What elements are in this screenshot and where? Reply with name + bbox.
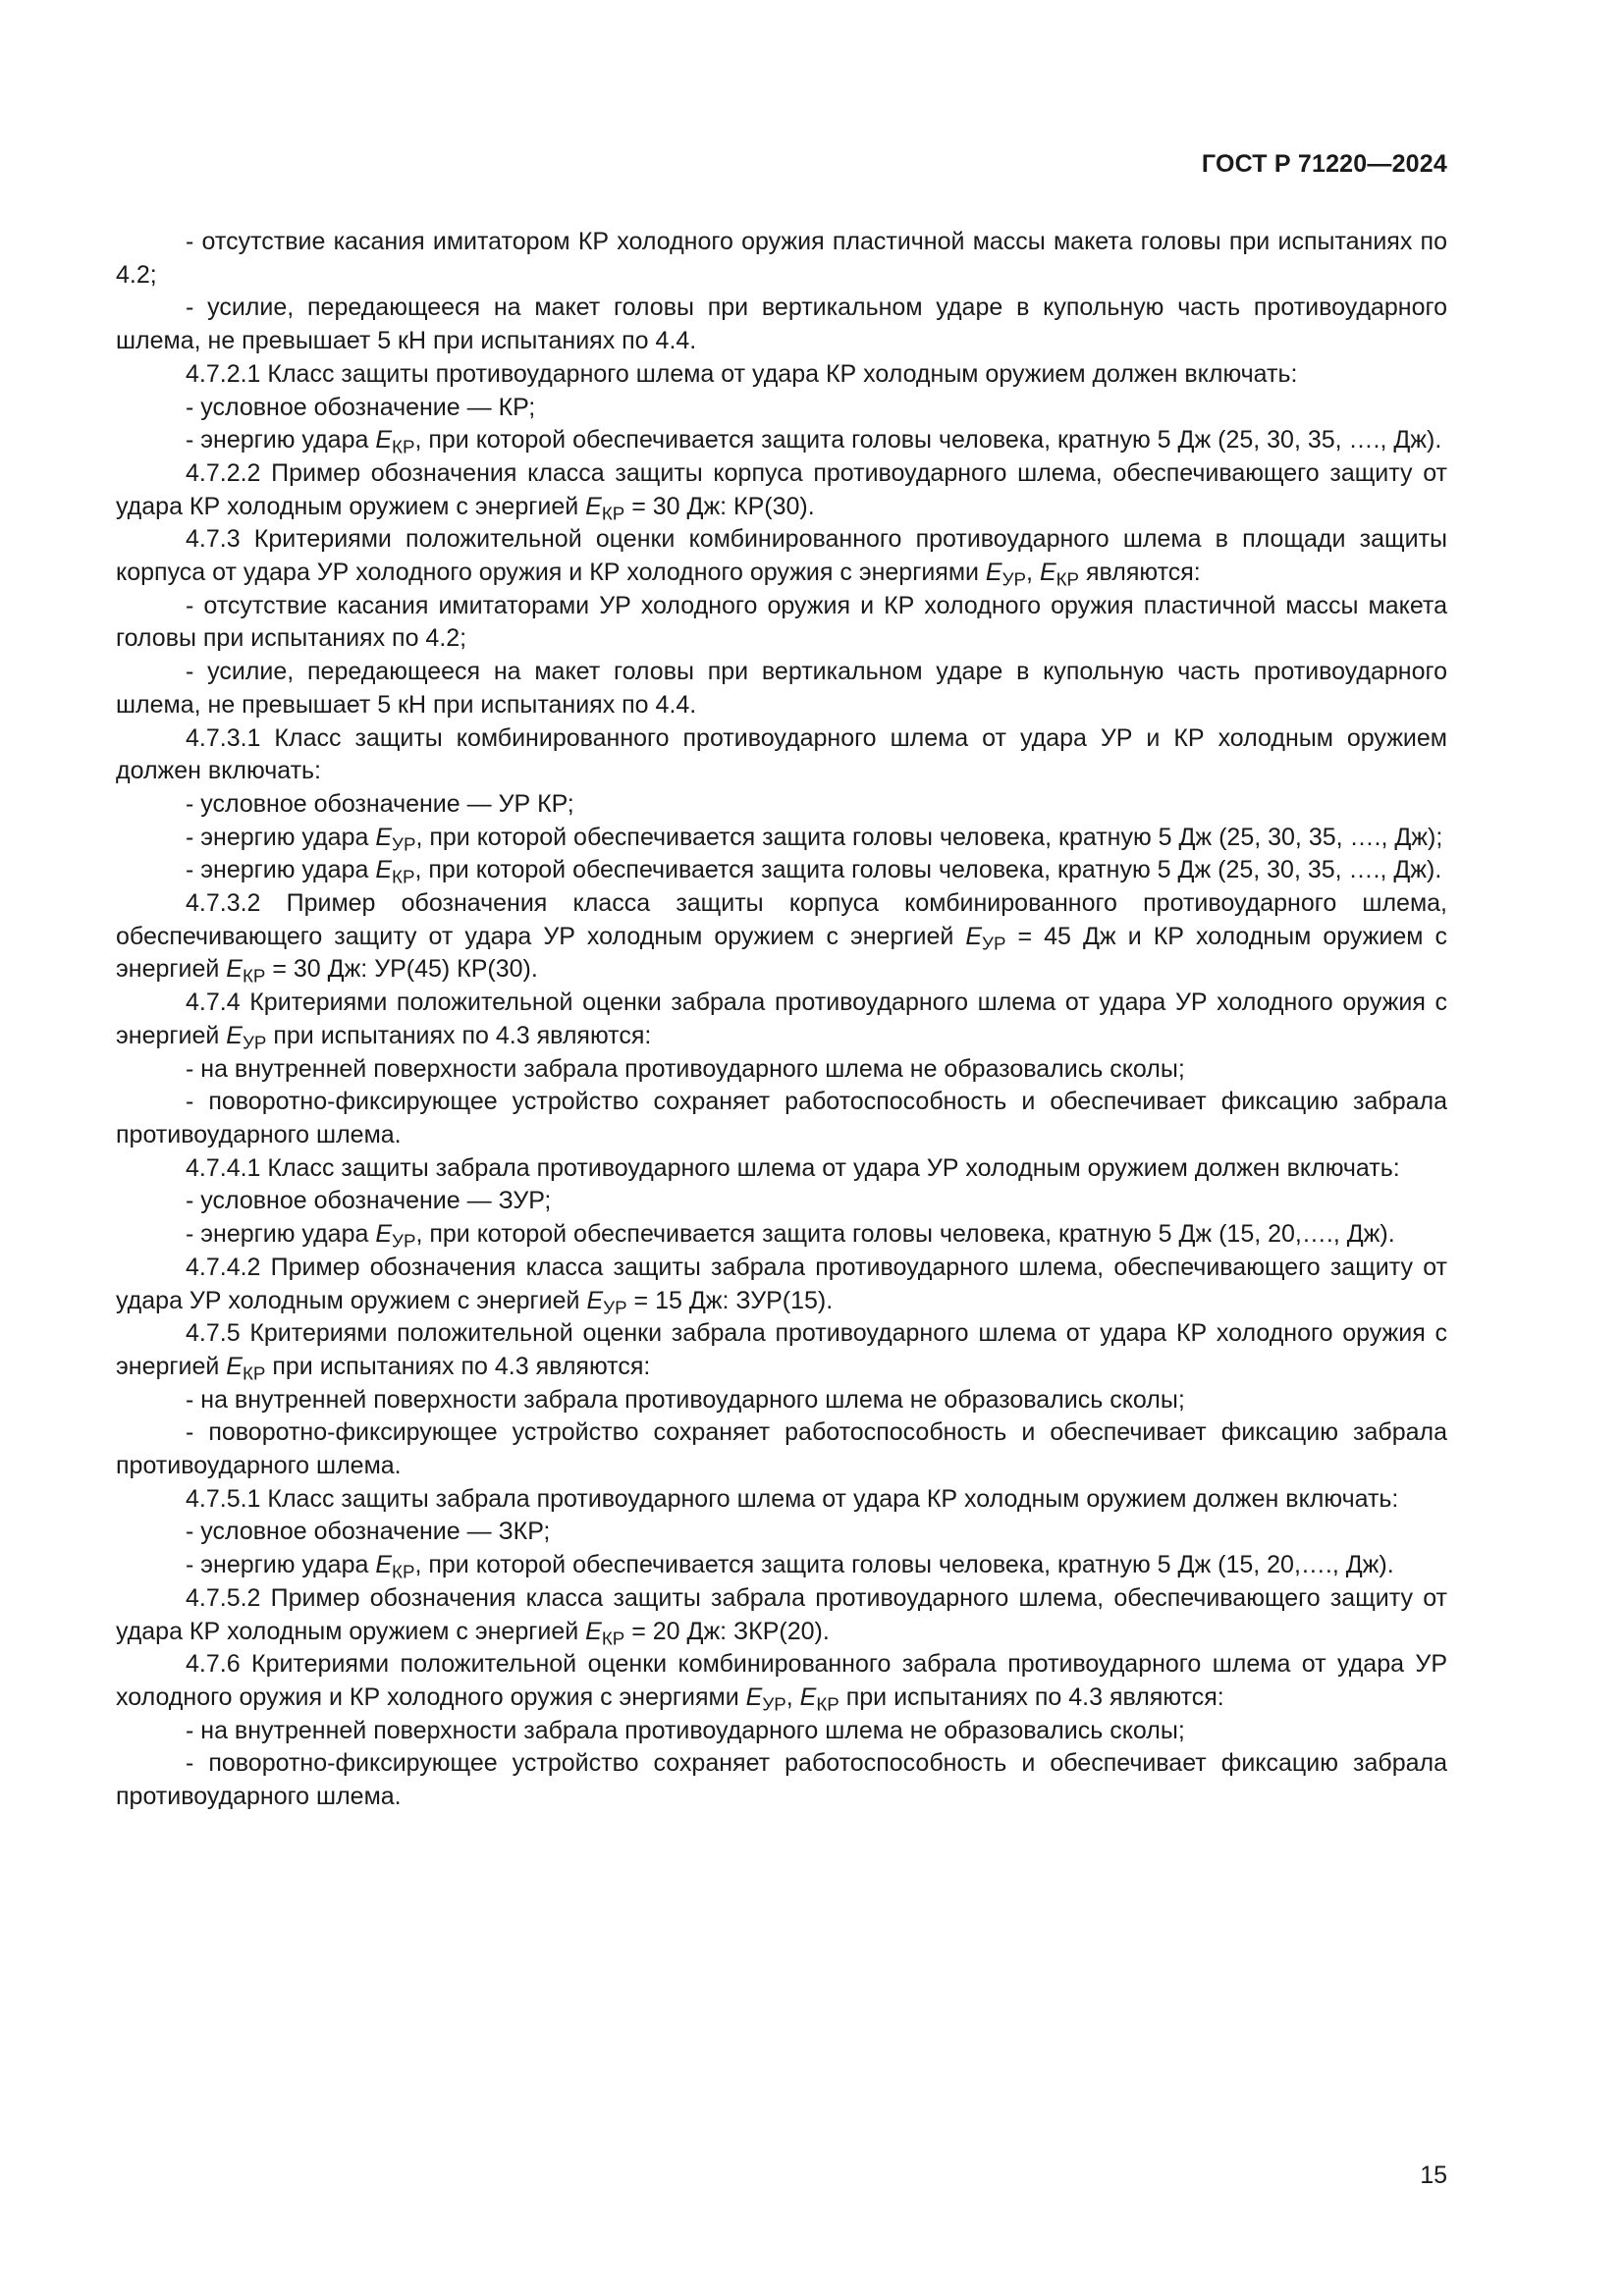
paragraph: - условное обозначение — КР; (186, 393, 536, 421)
symbol-e: E (965, 922, 983, 950)
paragraph: - отсутствие касания имитаторами УР холодного оружия и КР холодного оружия пластичной массы макета головы при испытаниях по 4.2; (116, 591, 1447, 653)
symbol-e: E (799, 1682, 817, 1711)
subscript-ur: УР (242, 1032, 267, 1053)
paragraph: - на внутренней поверхности забрала противоударного шлема не образовались сколы; (186, 1385, 1185, 1414)
paragraph: - поворотно-фиксирующее устройство сохраняет работоспособность и обеспечивает фиксацию забрала противоударного шлема. (116, 1088, 1447, 1148)
paragraph: 4.7.2.2 Пример обозначения класса защиты корпуса противоударного шлема, обеспечивающего защиту от удара КР холодным оружием с энергией $E_{КР} = 30$ Дж: КР(30). (116, 458, 1447, 523)
paragraph: - энергию удара $E_{УР}$, при которой обеспечивается защита головы человека, кратную 5 Дж (15, 20,…., Дж). (186, 1220, 1395, 1252)
symbol-e: E (226, 1021, 243, 1049)
symbol-e: E (226, 955, 243, 984)
paragraph: 4.7.5.1 Класс защиты забрала противоударного шлема от удара КР холодным оружием должен включать: (186, 1484, 1399, 1513)
symbol-e: E (375, 426, 393, 454)
symbol-e: E (375, 1220, 393, 1249)
symbol-e: E (375, 856, 393, 884)
paragraph: 4.7.6 Критериями положительной оценки комбинированного забрала противоударного шлема от удара УР холодного оружия и КР холодного оружия с энергиями $E_{УР}$, $E_{КР}$ при испытаниях по 4.3 являются: (116, 1650, 1447, 1715)
subscript-kr: КР (601, 502, 625, 523)
paragraph: 4.7.5 Критериями положительной оценки забрала противоударного шлема от удара КР холодного оружия с энергией $E_{КР}$ при испытаниях по 4.3 являются: (116, 1319, 1447, 1384)
paragraph: - условное обозначение — ЗКР; (186, 1518, 551, 1546)
paragraph: - энергию удара $E_{КР}$, при которой обеспечивается защита головы человека, кратную 5 Дж (25, 30, 35, …., Дж). (186, 856, 1442, 887)
body-text (116, 226, 1447, 1814)
symbol-e: E (375, 823, 393, 851)
subscript-kr: КР (392, 866, 415, 887)
paragraph: 4.7.3 Критериями положительной оценки комбинированного противоударного шлема в площади защиты корпуса от удара УР холодного оружия и КР холодного оружия с энергиями $E_{УР}$, $E_{КР}$ являются: (116, 525, 1447, 590)
paragraph: 4.7.4.1 Класс защиты забрала противоударного шлема от удара УР холодным оружием должен включать: (186, 1153, 1400, 1182)
subscript-ur: УР (982, 933, 1006, 954)
paragraph: 4.7.3.2 Пример обозначения класса защиты корпуса комбинированного противоударного шлема, обеспечивающего защиту от удара УР холодным оружием с энергией $E_{УР} = 45$ Дж и КР холодным оружием с энергией $E_{КР} = 30$ Дж: УР(45) КР(30). (116, 889, 1447, 987)
paragraph: - энергию удара $E_{УР}$, при которой обеспечивается защита головы человека, кратную 5 Дж (25, 30, 35, …., Дж); (186, 823, 1443, 854)
paragraph: 4.7.5.2 Пример обозначения класса защиты забрала противоударного шлема, обеспечивающего защиту от удара КР холодным оружием с энергией $E_{КР} = 20$ Дж: ЗКР(20). (116, 1583, 1447, 1648)
subscript-ur: УР (603, 1296, 627, 1317)
subscript-ur: УР (1001, 568, 1027, 590)
paragraph: - условное обозначение — ЗУР; (186, 1187, 552, 1215)
paragraph: 4.7.4 Критериями положительной оценки забрала противоударного шлема от удара УР холодного оружия с энергией $E_{УР}$ при испытаниях по 4.3 являются: (116, 988, 1447, 1053)
symbol-e: E (585, 492, 602, 520)
paragraph: - условное обозначение — УР КР; (186, 789, 574, 818)
subscript-ur: УР (392, 1230, 416, 1252)
symbol-e: E (586, 1286, 604, 1314)
subscript-kr: КР (392, 436, 415, 457)
symbol-e: E (226, 1352, 243, 1380)
symbol-e: E (985, 559, 1002, 587)
paragraph: - отсутствие касания имитатором КР холодного оружия пластичной массы макета головы при испытаниях по 4.2; (116, 228, 1447, 289)
subscript-kr: КР (1056, 568, 1080, 590)
symbol-e: E (585, 1617, 602, 1645)
subscript-kr: КР (601, 1627, 625, 1648)
paragraph: - энергию удара $E_{КР}$, при которой обеспечивается защита головы человека, кратную 5 Дж (15, 20,…., Дж). (186, 1551, 1394, 1582)
subscript-ur: УР (392, 832, 416, 854)
paragraph: - усилие, передающееся на макет головы при вертикальном ударе в купольную часть противоударного шлема, не превышает 5 кН при испытаниях по 4.4. (116, 294, 1447, 355)
paragraph: - поворотно-фиксирующее устройство сохраняет работоспособность и обеспечивает фиксацию забрала противоударного шлема. (116, 1418, 1447, 1480)
paragraph: - усилие, передающееся на макет головы при вертикальном ударе в купольную часть противоударного шлема, не превышает 5 кН при испытаниях по 4.4. (116, 658, 1447, 719)
subscript-kr: КР (816, 1693, 839, 1715)
subscript-kr: КР (392, 1561, 415, 1582)
paragraph: - поворотно-фиксирующее устройство сохраняет работоспособность и обеспечивает фиксацию забрала противоударного шлема. (116, 1749, 1447, 1811)
symbol-e: E (745, 1682, 763, 1711)
paragraph: - энергию удара $E_{КР}$, при которой обеспечивается защита головы человека, кратную 5 Дж (25, 30, 35, …., Дж). (186, 426, 1442, 457)
paragraph: 4.7.2.1 Класс защиты противоударного шлема от удара КР холодным оружием должен включать: (186, 359, 1298, 388)
paragraph: 4.7.4.2 Пример обозначения класса защиты забрала противоударного шлема, обеспечивающего защиту от удара УР холодным оружием с энергией $E_{УР} = 15$ Дж: ЗУР(15). (116, 1253, 1447, 1317)
paragraph: - на внутренней поверхности забрала противоударного шлема не образовались сколы; (186, 1054, 1185, 1083)
document-header: ГОСТ Р 71220—2024 (1201, 150, 1447, 178)
subscript-kr: КР (242, 1362, 266, 1384)
paragraph: - на внутренней поверхности забрала противоударного шлема не образовались сколы; (186, 1716, 1185, 1744)
subscript-ur: УР (762, 1693, 786, 1715)
symbol-e: E (375, 1551, 393, 1579)
symbol-e: E (1039, 559, 1056, 587)
page-number: 15 (1420, 2162, 1447, 2189)
paragraph: 4.7.3.1 Класс защиты комбинированного противоударного шлема от удара УР и КР холодным оружием должен включать: (116, 723, 1447, 785)
subscript-kr: КР (242, 965, 266, 987)
